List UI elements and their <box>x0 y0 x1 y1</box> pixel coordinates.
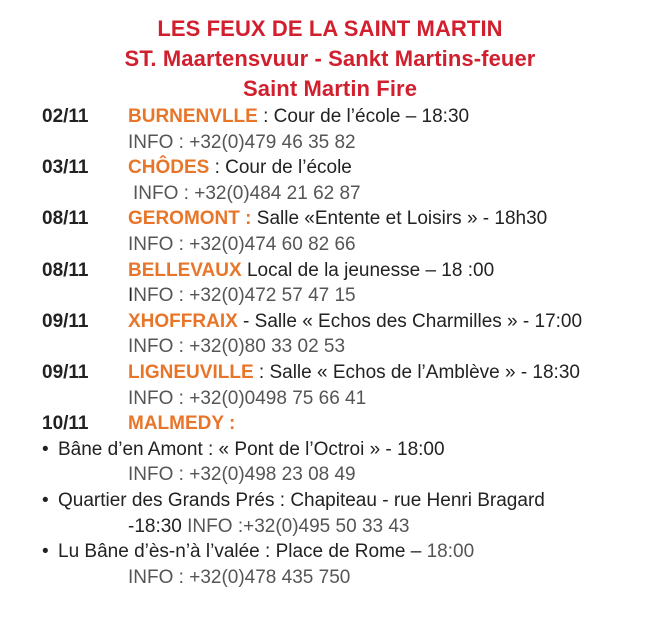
location-info-line <box>42 514 652 540</box>
location-info: INFO : +32(0)498 23 08 49 <box>128 464 356 486</box>
event-info: INFO : +32(0)474 60 82 66 <box>128 233 356 255</box>
header <box>0 14 660 104</box>
event-place: Local de la jeunesse – 18 :00 <box>241 259 495 281</box>
event-place: : Cour de l’école <box>209 157 352 179</box>
event-town: MALMEDY : <box>128 413 236 435</box>
event-town: BELLEVAUX <box>128 259 242 281</box>
location-time: 18:00 <box>426 541 475 563</box>
event-info: INFO : +32(0)484 21 62 87 <box>133 182 361 204</box>
event-town: GEROMONT : <box>128 208 252 230</box>
event-entry <box>42 104 652 155</box>
event-info-initial: I <box>128 285 134 307</box>
event-date: 08/11 <box>42 259 89 281</box>
location-info: INFO : +32(0)478 435 750 <box>128 566 351 588</box>
event-info: INFO : +32(0)80 33 02 53 <box>128 336 346 358</box>
event-date: 09/11 <box>42 310 89 332</box>
event-town: CHÔDES <box>128 157 210 179</box>
bullet-icon: • <box>42 438 49 460</box>
event-date: 02/11 <box>42 106 89 127</box>
malmedy-location <box>42 437 652 463</box>
event-info <box>42 283 652 309</box>
main-title: LES FEUX DE LA SAINT MARTIN <box>157 16 503 41</box>
event-entry <box>42 206 652 257</box>
event-entry <box>42 411 652 437</box>
event-entry <box>42 155 652 206</box>
location-time: -18:30 <box>128 515 182 537</box>
location-text: Lu Bâne d’ès-n’à l’valée : Place de Rome – <box>58 541 427 563</box>
event-entry <box>42 258 652 309</box>
event-info: INFO : +32(0)479 46 35 82 <box>128 131 356 153</box>
malmedy-location <box>42 488 652 514</box>
malmedy-location <box>42 539 652 565</box>
event-town: LIGNEUVILLE <box>128 361 254 383</box>
bullet-icon: • <box>42 541 49 563</box>
location-text: Bâne d’en Amont : « Pont de l’Octroi » - 18:00 <box>58 438 445 460</box>
event-place: : Cour de l’école – 18:30 <box>257 106 470 127</box>
event-place: Salle «Entente et Loisirs » - 18h30 <box>251 208 548 230</box>
event-place: - Salle « Echos des Charmilles » - 17:00 <box>237 310 583 332</box>
location-info: INFO :+32(0)495 50 33 43 <box>181 515 410 537</box>
event-info: INFO : +32(0)0498 75 66 41 <box>128 387 367 409</box>
subtitle-english: Saint Martin Fire <box>242 76 418 101</box>
event-date: 09/11 <box>42 361 89 383</box>
event-date: 03/11 <box>42 157 89 179</box>
location-text: Quartier des Grands Prés : Chapiteau - rue Henri Bragard <box>58 489 545 511</box>
event-list <box>42 104 652 590</box>
event-info-rest: NFO : +32(0)472 57 47 15 <box>133 285 356 307</box>
event-date: 08/11 <box>42 208 89 230</box>
event-entry <box>42 360 652 411</box>
event-place: : Salle « Echos de l’Amblève » - 18:30 <box>253 361 580 383</box>
event-town: XHOFFRAIX <box>128 310 238 332</box>
bullet-icon: • <box>42 489 49 511</box>
event-date: 10/11 <box>42 413 89 435</box>
subtitle-dutch-german: ST. Maartensvuur - Sankt Martins-feuer <box>124 46 536 71</box>
event-town: BURNENVLLE <box>128 106 258 127</box>
event-entry <box>42 309 652 360</box>
